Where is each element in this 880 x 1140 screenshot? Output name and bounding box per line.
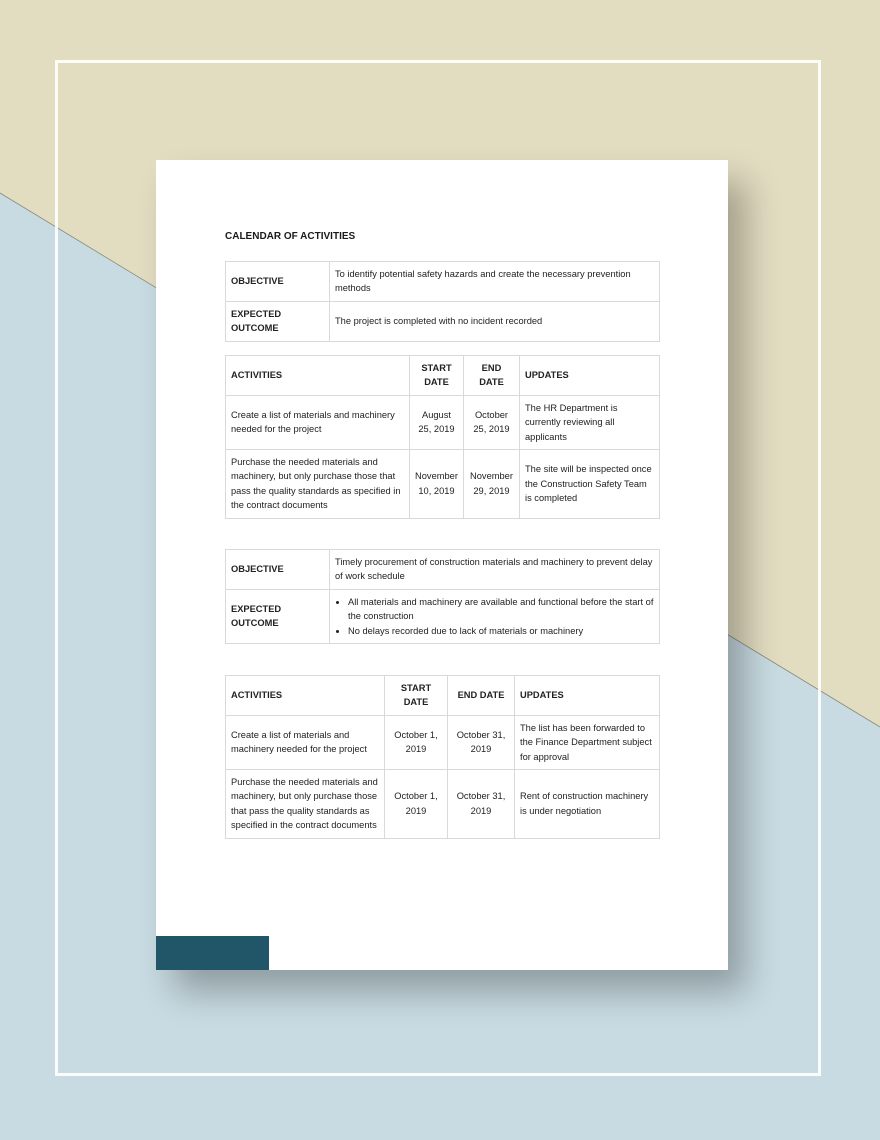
- header-start-date: START DATE: [385, 676, 448, 716]
- header-end-date: END DATE: [464, 356, 520, 396]
- activity-cell: Create a list of materials and machinery needed for the project: [226, 395, 410, 449]
- start-date-cell: August 25, 2019: [410, 395, 464, 449]
- expected-outcome-row: [226, 589, 660, 643]
- footer-accent-bar: [156, 936, 269, 970]
- objective-table-2: [225, 549, 660, 644]
- end-date-cell: October 31, 2019: [448, 715, 515, 769]
- expected-outcome-label: EXPECTED OUTCOME: [226, 301, 330, 341]
- end-date-cell: October 31, 2019: [448, 770, 515, 839]
- objective-text: Timely procurement of construction materials and machinery to prevent delay of work schedule: [330, 550, 660, 590]
- document-page: [156, 160, 728, 970]
- update-cell: The site will be inspected once the Construction Safety Team is completed: [520, 450, 660, 519]
- header-updates: UPDATES: [520, 356, 660, 396]
- expected-outcome-list-cell: [330, 589, 660, 643]
- table-row: [226, 395, 660, 449]
- activity-cell: Create a list of materials and machinery needed for the project: [226, 715, 385, 769]
- end-date-cell: October 25, 2019: [464, 395, 520, 449]
- update-cell: The HR Department is currently reviewing all applicants: [520, 395, 660, 449]
- table-header-row: [226, 356, 660, 396]
- activity-cell: Purchase the needed materials and machinery, but only purchase those that pass the quality standards as specified in the contract documents: [226, 450, 410, 519]
- activity-cell: Purchase the needed materials and machinery, but only purchase those that pass the quality standards as specified in the contract documents: [226, 770, 385, 839]
- document-title: CALENDAR OF ACTIVITIES: [225, 231, 356, 242]
- table-row: [226, 770, 660, 839]
- objective-label: OBJECTIVE: [226, 262, 330, 302]
- table-header-row: [226, 676, 660, 716]
- header-start-date: START DATE: [410, 356, 464, 396]
- table-row: [226, 450, 660, 519]
- header-end-date: END DATE: [448, 676, 515, 716]
- update-cell: Rent of construction machinery is under negotiation: [515, 770, 660, 839]
- table-row: [226, 715, 660, 769]
- start-date-cell: October 1, 2019: [385, 770, 448, 839]
- list-item: • No delays recorded due to lack of materials or machinery: [348, 624, 654, 638]
- objective-row: [226, 262, 660, 302]
- objective-text: To identify potential safety hazards and create the necessary prevention methods: [330, 262, 660, 302]
- update-cell: The list has been forwarded to the Finance Department subject for approval: [515, 715, 660, 769]
- expected-outcome-list: [335, 595, 654, 638]
- expected-outcome-text: The project is completed with no incident recorded: [330, 301, 660, 341]
- header-activities: ACTIVITIES: [226, 676, 385, 716]
- objective-table-1: [225, 261, 660, 342]
- start-date-cell: November 10, 2019: [410, 450, 464, 519]
- expected-outcome-label: EXPECTED OUTCOME: [226, 589, 330, 643]
- start-date-cell: October 1, 2019: [385, 715, 448, 769]
- header-updates: UPDATES: [515, 676, 660, 716]
- header-activities: ACTIVITIES: [226, 356, 410, 396]
- objective-label: OBJECTIVE: [226, 550, 330, 590]
- objective-row: [226, 550, 660, 590]
- expected-outcome-row: [226, 301, 660, 341]
- activities-table-1: [225, 355, 660, 519]
- list-item: • All materials and machinery are available and functional before the start of the construction: [348, 595, 654, 624]
- end-date-cell: November 29, 2019: [464, 450, 520, 519]
- activities-table-2: [225, 675, 660, 839]
